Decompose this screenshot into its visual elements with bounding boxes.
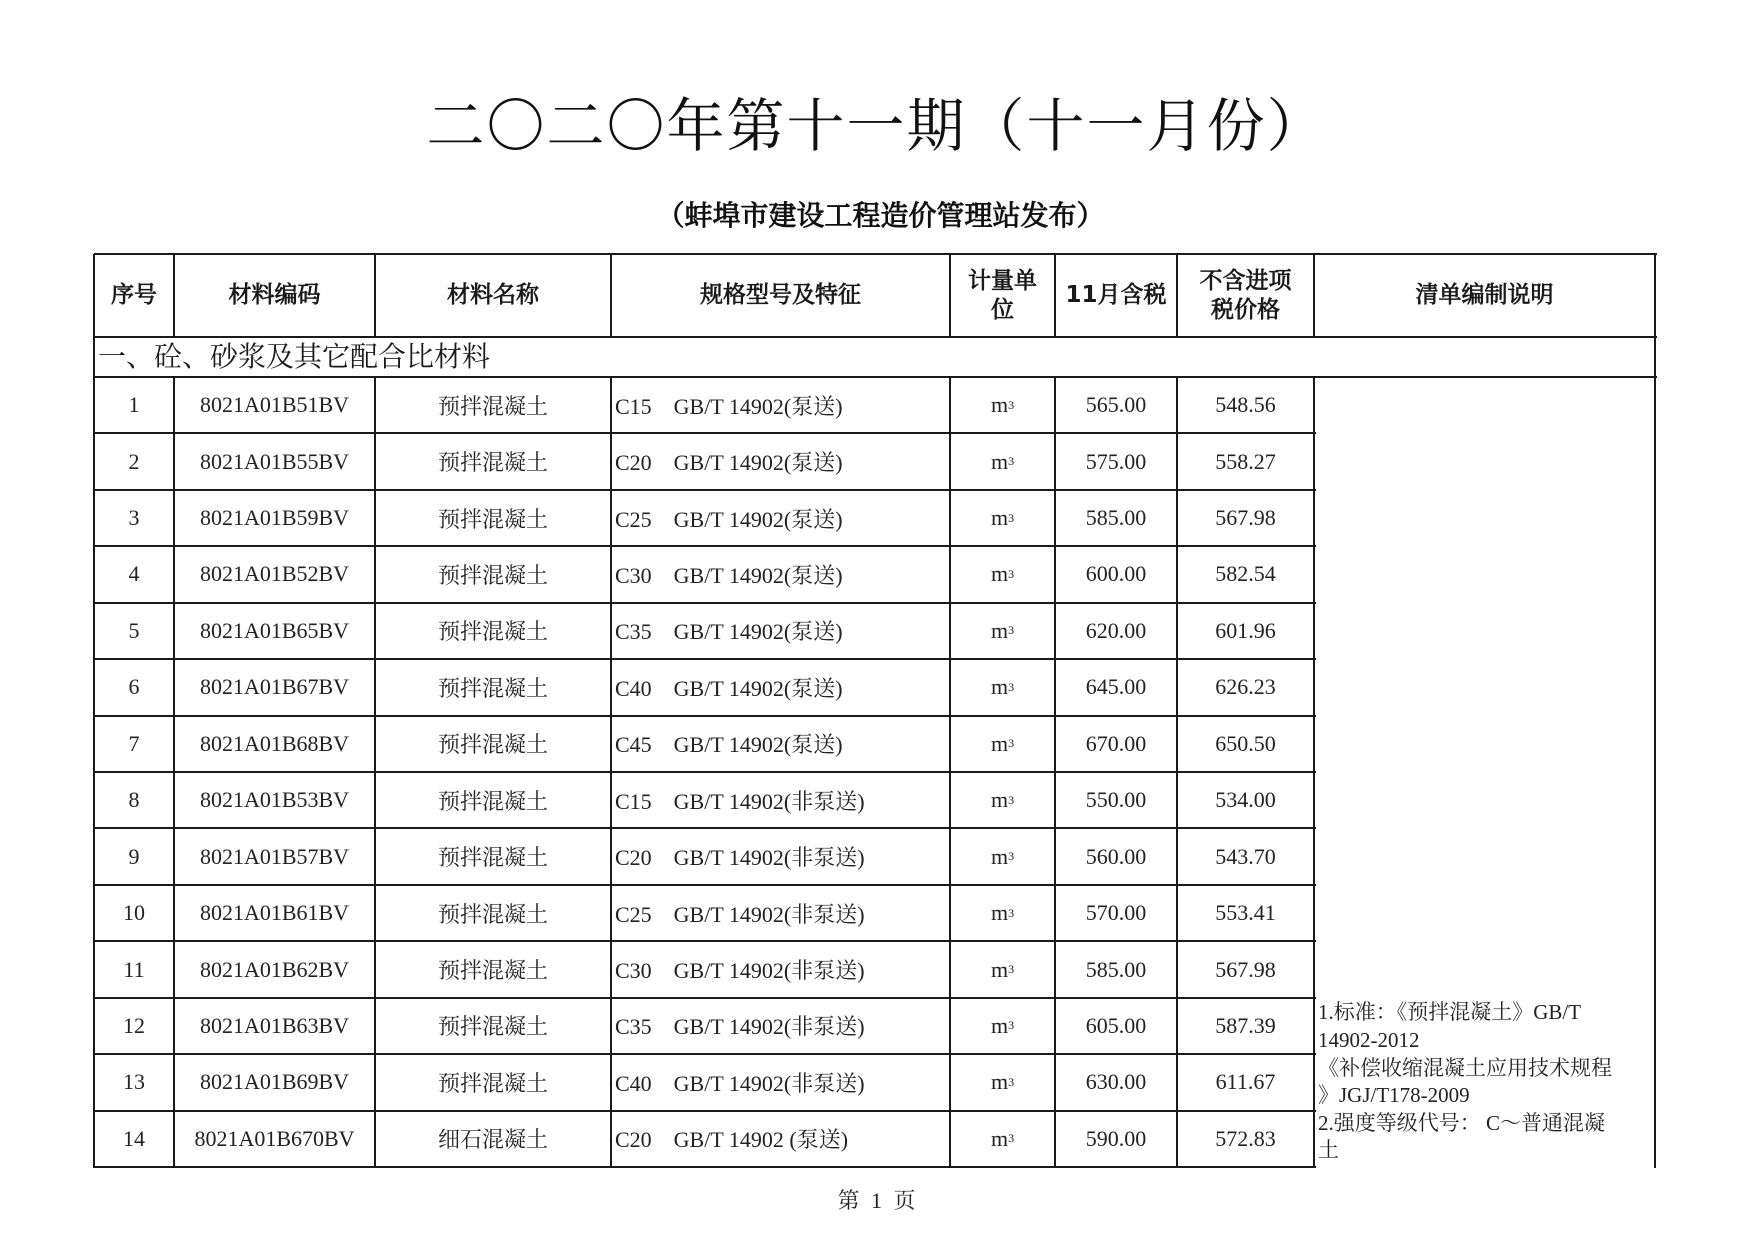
seq-cell — [94, 1111, 174, 1167]
price-with-tax-cell — [1055, 603, 1177, 659]
price-without-tax-cell — [1177, 659, 1314, 715]
price-without-tax-cell — [1177, 490, 1314, 546]
material-name-text: 预拌混凝土 — [437, 901, 548, 927]
seq-cell — [94, 546, 174, 602]
price-without-tax-cell — [1177, 941, 1314, 997]
price-without-tax-text: 626.23 — [1215, 674, 1276, 700]
header-label: 材料编码 — [228, 282, 321, 308]
price-without-tax-cell — [1177, 716, 1314, 772]
unit-cell — [950, 998, 1055, 1054]
material-code-text: 8021A01B57BV — [199, 843, 350, 869]
table-rule-horizontal — [94, 1110, 1316, 1112]
material-name-text: 预拌混凝土 — [437, 506, 548, 532]
price-without-tax-text: 548.56 — [1215, 392, 1276, 418]
price-with-tax-text: 605.00 — [1085, 1012, 1147, 1038]
table-rule-horizontal — [94, 336, 1657, 338]
price-without-tax-text: 558.27 — [1215, 448, 1276, 474]
material-name-cell — [375, 490, 611, 546]
spec-cell — [611, 603, 950, 659]
price-with-tax-text: 550.00 — [1085, 787, 1147, 813]
material-code-cell — [174, 659, 375, 715]
seq-text: 3 — [128, 505, 140, 531]
material-code-text: 8021A01B670BV — [194, 1125, 355, 1151]
price-without-tax-text: 543.70 — [1215, 843, 1276, 869]
table-rule-vertical — [374, 254, 376, 337]
material-code-text: 8021A01B63BV — [199, 1012, 350, 1038]
price-with-tax-cell — [1055, 659, 1177, 715]
price-with-tax-text: 590.00 — [1085, 1125, 1147, 1151]
unit-cell — [950, 433, 1055, 489]
price-with-tax-text: 565.00 — [1085, 392, 1147, 418]
material-name-text: 预拌混凝土 — [437, 619, 548, 645]
material-name-cell — [375, 1054, 611, 1110]
unit-exponent: 3 — [1008, 792, 1015, 807]
unit-exponent: 3 — [1008, 397, 1015, 412]
page-number: 第 1 页 — [837, 1188, 916, 1213]
section-title: 一、砼、砂浆及其它配合比材料 — [98, 340, 491, 373]
table-rule-vertical — [1654, 254, 1656, 1168]
notes-line: 1.标准：《预拌混凝土》GB/T — [1318, 1000, 1582, 1025]
price-without-tax-cell — [1177, 1111, 1314, 1167]
unit-exponent: 3 — [1008, 849, 1015, 864]
price-without-tax-text: 611.67 — [1215, 1069, 1276, 1095]
material-code-text: 8021A01B69BV — [199, 1069, 350, 1095]
material-name-cell — [375, 1111, 611, 1167]
table-row — [94, 998, 1314, 1054]
unit-cell — [950, 377, 1055, 433]
price-without-tax-text: 534.00 — [1215, 787, 1276, 813]
price-with-tax-text: 620.00 — [1085, 617, 1147, 643]
material-name-text: 预拌混凝土 — [437, 675, 548, 701]
table-rule-horizontal — [94, 827, 1316, 829]
material-name-text: 预拌混凝土 — [437, 450, 548, 476]
spec-text: C20 GB/T 14902 (泵送) — [615, 1127, 849, 1153]
unit-cell — [950, 1111, 1055, 1167]
seq-cell — [94, 603, 174, 659]
table-rule-horizontal — [94, 1166, 1316, 1168]
seq-cell — [94, 1054, 174, 1110]
unit-cell — [950, 659, 1055, 715]
unit-base: m — [990, 561, 1009, 587]
price-with-tax-cell — [1055, 433, 1177, 489]
price-without-tax-cell — [1177, 885, 1314, 941]
material-code-text: 8021A01B53BV — [199, 787, 350, 813]
unit-base: m — [990, 787, 1009, 813]
unit-cell — [950, 941, 1055, 997]
price-without-tax-cell — [1177, 772, 1314, 828]
table-rule-vertical — [1313, 254, 1315, 337]
price-without-tax-text: 650.50 — [1215, 730, 1276, 756]
table-rule-horizontal — [94, 997, 1316, 999]
unit-exponent: 3 — [1008, 623, 1015, 638]
price-without-tax-text: 567.98 — [1215, 505, 1276, 531]
unit-base: m — [990, 956, 1009, 982]
seq-cell — [94, 941, 174, 997]
header-price-with-tax — [1055, 254, 1177, 337]
seq-cell — [94, 716, 174, 772]
table-rule-vertical — [173, 254, 175, 337]
spec-cell — [611, 433, 950, 489]
table-rule-vertical — [949, 254, 951, 337]
spec-cell — [611, 885, 950, 941]
table-rule-horizontal — [94, 432, 1316, 434]
unit-cell — [950, 828, 1055, 884]
table-rule-horizontal — [94, 253, 1657, 255]
spec-text: C30 GB/T 14902(非泵送) — [615, 958, 865, 983]
price-with-tax-cell — [1055, 772, 1177, 828]
seq-text: 6 — [128, 674, 140, 700]
header-label: 清单编制说明 — [1415, 282, 1554, 308]
table-row — [94, 659, 1314, 715]
unit-cell — [950, 603, 1055, 659]
spec-text: C15 GB/T 14902(泵送) — [615, 393, 843, 419]
table-rule-horizontal — [94, 884, 1316, 886]
unit-base: m — [990, 1069, 1009, 1095]
material-name-cell — [375, 885, 611, 941]
spec-cell — [611, 828, 950, 884]
material-code-text: 8021A01B52BV — [199, 561, 350, 587]
document-subtitle: （蚌埠市建设工程造价管理站发布） — [656, 199, 1105, 232]
table-rule-vertical — [374, 377, 376, 1168]
material-code-text: 8021A01B55BV — [199, 448, 350, 474]
price-without-tax-cell — [1177, 546, 1314, 602]
material-name-cell — [375, 659, 611, 715]
material-code-text: 8021A01B62BV — [199, 956, 350, 982]
material-code-text: 8021A01B65BV — [199, 617, 350, 643]
unit-base: m — [990, 448, 1009, 474]
unit-cell — [950, 490, 1055, 546]
material-name-text: 预拌混凝土 — [437, 788, 548, 814]
price-with-tax-text: 600.00 — [1085, 561, 1147, 587]
spec-text: C35 GB/T 14902(泵送) — [615, 619, 843, 645]
spec-text: C25 GB/T 14902(泵送) — [615, 506, 843, 532]
table-rule-horizontal — [94, 771, 1316, 773]
table-rule-vertical — [610, 254, 612, 337]
material-code-cell — [174, 433, 375, 489]
material-code-cell — [174, 828, 375, 884]
material-name-text: 预拌混凝土 — [437, 845, 548, 871]
price-without-tax-cell — [1177, 433, 1314, 489]
material-name-text: 预拌混凝土 — [437, 732, 548, 758]
price-with-tax-cell — [1055, 828, 1177, 884]
seq-text: 5 — [128, 617, 140, 643]
price-with-tax-text: 585.00 — [1085, 956, 1147, 982]
material-code-cell — [174, 490, 375, 546]
spec-text: C20 GB/T 14902(泵送) — [615, 450, 843, 476]
unit-base: m — [990, 730, 1009, 756]
table-row — [94, 433, 1314, 489]
spec-cell — [611, 1054, 950, 1110]
spec-cell — [611, 659, 950, 715]
unit-base: m — [990, 843, 1009, 869]
material-name-text: 预拌混凝土 — [437, 562, 548, 588]
price-without-tax-cell — [1177, 828, 1314, 884]
price-without-tax-cell — [1177, 998, 1314, 1054]
seq-text: 9 — [128, 843, 140, 869]
notes-line: 土 — [1318, 1138, 1339, 1163]
table-row — [94, 772, 1314, 828]
unit-cell — [950, 546, 1055, 602]
header-label: 材料名称 — [447, 282, 539, 308]
price-with-tax-text: 570.00 — [1085, 900, 1147, 926]
material-code-cell — [174, 998, 375, 1054]
unit-base: m — [990, 900, 1009, 926]
notes-line: 14902-2012 — [1318, 1028, 1420, 1052]
seq-text: 2 — [128, 448, 140, 474]
header-price-without-tax — [1177, 254, 1314, 337]
price-without-tax-text: 567.98 — [1215, 956, 1276, 982]
notes-line: 《补偿收缩混凝土应用技术规程 — [1318, 1055, 1612, 1080]
material-code-cell — [174, 885, 375, 941]
material-code-cell — [174, 546, 375, 602]
seq-text: 10 — [123, 900, 145, 926]
seq-text: 4 — [128, 561, 140, 587]
table-rule-vertical — [1313, 377, 1315, 1168]
table-row — [94, 885, 1314, 941]
header-spec — [611, 254, 950, 337]
price-without-tax-text: 587.39 — [1215, 1012, 1276, 1038]
material-name-cell — [375, 828, 611, 884]
header-label: 规格型号及特征 — [700, 282, 861, 308]
spec-text: C25 GB/T 14902(非泵送) — [615, 901, 865, 927]
price-with-tax-cell — [1055, 490, 1177, 546]
unit-exponent: 3 — [1008, 1131, 1015, 1146]
unit-base: m — [990, 505, 1009, 531]
unit-exponent: 3 — [1008, 736, 1015, 751]
price-without-tax-text: 601.96 — [1215, 617, 1276, 643]
unit-base: m — [990, 617, 1009, 643]
seq-text: 14 — [123, 1125, 145, 1151]
table-rule-horizontal — [94, 376, 1657, 378]
table-rule-vertical — [1176, 254, 1178, 337]
table-rule-horizontal — [94, 1053, 1316, 1055]
material-code-cell — [174, 772, 375, 828]
seq-cell — [94, 377, 174, 433]
table-row — [94, 546, 1314, 602]
table-row — [94, 1111, 1314, 1167]
material-code-text: 8021A01B61BV — [199, 900, 350, 926]
unit-exponent: 3 — [1008, 905, 1015, 920]
header-notes — [1314, 254, 1655, 337]
table-row — [94, 716, 1314, 772]
price-with-tax-text: 560.00 — [1085, 843, 1147, 869]
table-row — [94, 1054, 1314, 1110]
table-row — [94, 603, 1314, 659]
table-row — [94, 490, 1314, 546]
material-name-cell — [375, 772, 611, 828]
header-material-name — [375, 254, 611, 337]
seq-cell — [94, 490, 174, 546]
price-with-tax-text: 670.00 — [1085, 730, 1147, 756]
seq-text: 13 — [123, 1069, 145, 1095]
table-rule-vertical — [1176, 377, 1178, 1168]
spec-cell — [611, 998, 950, 1054]
header-label: 11月含税 — [1065, 282, 1167, 308]
notes-cell — [1318, 999, 1612, 1165]
unit-exponent: 3 — [1008, 510, 1015, 525]
header-material-code — [174, 254, 375, 337]
price-with-tax-text: 645.00 — [1085, 674, 1147, 700]
seq-text: 7 — [128, 730, 140, 756]
price-without-tax-text: 553.41 — [1215, 900, 1276, 926]
seq-cell — [94, 433, 174, 489]
table-rule-horizontal — [94, 489, 1316, 491]
material-code-cell — [174, 377, 375, 433]
spec-cell — [611, 546, 950, 602]
seq-cell — [94, 772, 174, 828]
spec-text: C35 GB/T 14902(非泵送) — [615, 1014, 865, 1040]
unit-cell — [950, 716, 1055, 772]
price-with-tax-cell — [1055, 1054, 1177, 1110]
seq-cell — [94, 828, 174, 884]
seq-text: 11 — [123, 956, 145, 982]
seq-cell — [94, 659, 174, 715]
price-with-tax-cell — [1055, 716, 1177, 772]
seq-text: 1 — [128, 392, 140, 418]
price-with-tax-text: 575.00 — [1085, 448, 1147, 474]
material-code-text: 8021A01B67BV — [199, 674, 350, 700]
material-code-cell — [174, 716, 375, 772]
spec-cell — [611, 941, 950, 997]
unit-exponent: 3 — [1008, 962, 1015, 976]
material-code-text: 8021A01B59BV — [199, 505, 350, 531]
material-name-text: 预拌混凝土 — [437, 393, 548, 419]
spec-text: C30 GB/T 14902(泵送) — [615, 562, 843, 588]
header-unit — [950, 254, 1055, 337]
material-code-cell — [174, 1111, 375, 1167]
header-label: 序号 — [111, 282, 157, 308]
spec-cell — [611, 1111, 950, 1167]
notes-line: 》JGJ/T178-2009 — [1318, 1083, 1470, 1108]
spec-text: C20 GB/T 14902(非泵送) — [615, 845, 865, 871]
unit-exponent: 3 — [1008, 566, 1015, 581]
material-code-cell — [174, 603, 375, 659]
table-rule-vertical — [610, 377, 612, 1168]
unit-exponent: 3 — [1008, 454, 1015, 469]
material-name-text: 预拌混凝土 — [437, 1014, 548, 1040]
material-code-text: 8021A01B68BV — [199, 730, 350, 756]
table-rule-vertical — [949, 377, 951, 1168]
seq-cell — [94, 885, 174, 941]
seq-text: 8 — [128, 787, 140, 813]
table-rule-vertical — [173, 377, 175, 1168]
table-row — [94, 377, 1314, 433]
unit-cell — [950, 772, 1055, 828]
price-without-tax-cell — [1177, 377, 1314, 433]
notes-line: 2.强度等级代号： C～普通混凝 — [1318, 1110, 1606, 1135]
price-with-tax-cell — [1055, 998, 1177, 1054]
seq-cell — [94, 998, 174, 1054]
material-name-cell — [375, 998, 611, 1054]
price-table — [94, 254, 1655, 1167]
unit-cell — [950, 885, 1055, 941]
material-code-text: 8021A01B51BV — [199, 392, 350, 418]
material-code-cell — [174, 941, 375, 997]
unit-base: m — [990, 392, 1009, 418]
price-with-tax-cell — [1055, 1111, 1177, 1167]
price-without-tax-cell — [1177, 603, 1314, 659]
table-row — [94, 828, 1314, 884]
material-name-cell — [375, 716, 611, 772]
table-rule-horizontal — [94, 545, 1316, 547]
table-row — [94, 941, 1314, 997]
document-title: 二〇二〇年第十一期（十一月份） — [426, 92, 1327, 160]
unit-exponent: 3 — [1008, 1074, 1015, 1089]
price-with-tax-cell — [1055, 377, 1177, 433]
header-seq — [94, 254, 174, 337]
spec-cell — [611, 772, 950, 828]
material-name-cell — [375, 603, 611, 659]
spec-text: C40 GB/T 14902(泵送) — [615, 675, 843, 701]
material-code-cell — [174, 1054, 375, 1110]
material-name-text: 预拌混凝土 — [437, 1070, 548, 1096]
header-label: 不含进项税价格 — [1199, 267, 1292, 323]
table-rule-vertical — [1054, 254, 1056, 337]
spec-cell — [611, 377, 950, 433]
spec-text: C45 GB/T 14902(泵送) — [615, 732, 843, 758]
spec-text: C40 GB/T 14902(非泵送) — [615, 1070, 865, 1096]
table-rule-horizontal — [94, 940, 1316, 942]
material-name-cell — [375, 377, 611, 433]
unit-base: m — [990, 1012, 1009, 1038]
price-with-tax-cell — [1055, 885, 1177, 941]
material-name-cell — [375, 433, 611, 489]
unit-exponent: 3 — [1008, 1018, 1015, 1033]
unit-cell — [950, 1054, 1055, 1110]
table-rule-horizontal — [94, 658, 1316, 660]
price-without-tax-text: 582.54 — [1215, 561, 1276, 587]
table-rule-horizontal — [94, 602, 1316, 604]
price-without-tax-cell — [1177, 1054, 1314, 1110]
material-name-cell — [375, 546, 611, 602]
price-with-tax-cell — [1055, 546, 1177, 602]
table-rule-vertical — [1054, 377, 1056, 1168]
price-with-tax-text: 630.00 — [1085, 1069, 1147, 1095]
header-label: 计量单位 — [968, 267, 1037, 323]
table-rule-vertical — [93, 254, 95, 1168]
table-rule-horizontal — [94, 715, 1316, 717]
material-name-text: 细石混凝土 — [437, 1127, 548, 1153]
material-name-cell — [375, 941, 611, 997]
material-name-text: 预拌混凝土 — [437, 958, 548, 983]
unit-exponent: 3 — [1008, 679, 1015, 694]
spec-text: C15 GB/T 14902(非泵送) — [615, 788, 865, 814]
price-without-tax-text: 572.83 — [1215, 1125, 1276, 1151]
unit-base: m — [990, 674, 1009, 700]
seq-text: 12 — [123, 1012, 145, 1038]
spec-cell — [611, 716, 950, 772]
price-with-tax-cell — [1055, 941, 1177, 997]
price-with-tax-text: 585.00 — [1085, 505, 1147, 531]
unit-base: m — [990, 1125, 1009, 1151]
spec-cell — [611, 490, 950, 546]
